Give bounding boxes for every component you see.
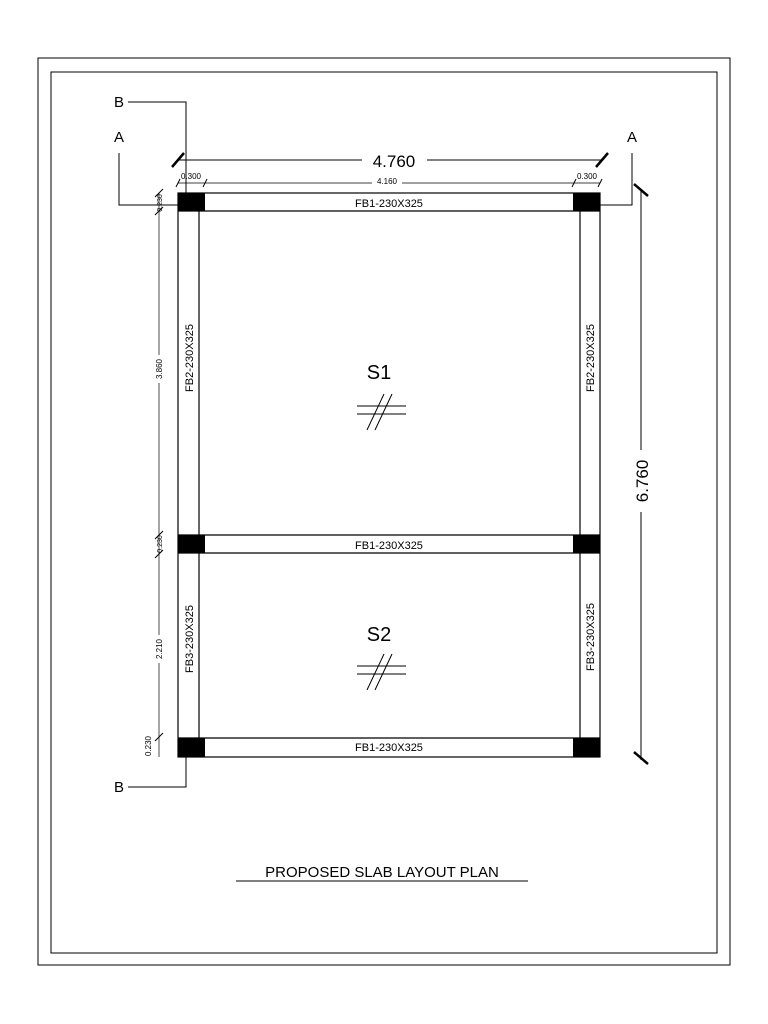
beam-label-right-lower: FB3-230X325: [585, 603, 597, 671]
outer-frame: [38, 58, 730, 965]
slab-s1-hatch-symbol: [357, 394, 406, 430]
column-mid-left: [178, 535, 205, 553]
beam-top-depth-label: 0.230: [157, 194, 164, 212]
left-support-label: 0.300: [180, 172, 202, 181]
column-top-right: [573, 193, 600, 211]
slab-label-s2: S2: [366, 624, 392, 646]
drawing-title: PROPOSED SLAB LAYOUT PLAN: [265, 864, 499, 881]
span-s2-label: 2.210: [155, 638, 164, 660]
section-label-a-right: A: [626, 129, 638, 146]
vertical-dimension-chain: [154, 189, 164, 757]
overall-width-label: 4.760: [372, 152, 416, 171]
beam-lines: [178, 193, 600, 757]
column-bottom-right: [573, 738, 600, 757]
column-mid-right: [573, 535, 600, 553]
beam-mid-depth-label: 0.230: [157, 535, 164, 553]
span-s1-label: 3.860: [155, 358, 164, 380]
beam-label-top: FB1-230X325: [355, 198, 423, 210]
inner-width-label: 4.160: [376, 177, 398, 186]
slab-label-s1: S1: [366, 362, 392, 384]
beam-label-bottom: FB1-230X325: [355, 742, 423, 754]
slab-s2-hatch-symbol: [357, 654, 406, 690]
beam-bottom-depth-label: 0.230: [144, 735, 153, 757]
beam-label-left-upper: FB2-230X325: [184, 324, 196, 392]
slab-outline: [178, 193, 600, 757]
section-label-b-bottom: B: [113, 779, 125, 796]
beam-label-middle: FB1-230X325: [355, 540, 423, 552]
beam-label-left-lower: FB3-230X325: [184, 605, 196, 673]
column-bottom-left: [178, 738, 205, 757]
section-label-a-left: A: [113, 129, 125, 146]
beam-label-right-upper: FB2-230X325: [585, 324, 597, 392]
section-label-b-top: B: [113, 94, 125, 111]
overall-height-label: 6.760: [633, 459, 652, 503]
columns: [178, 193, 600, 757]
right-support-label: 0.300: [576, 172, 598, 181]
column-top-left: [178, 193, 205, 211]
